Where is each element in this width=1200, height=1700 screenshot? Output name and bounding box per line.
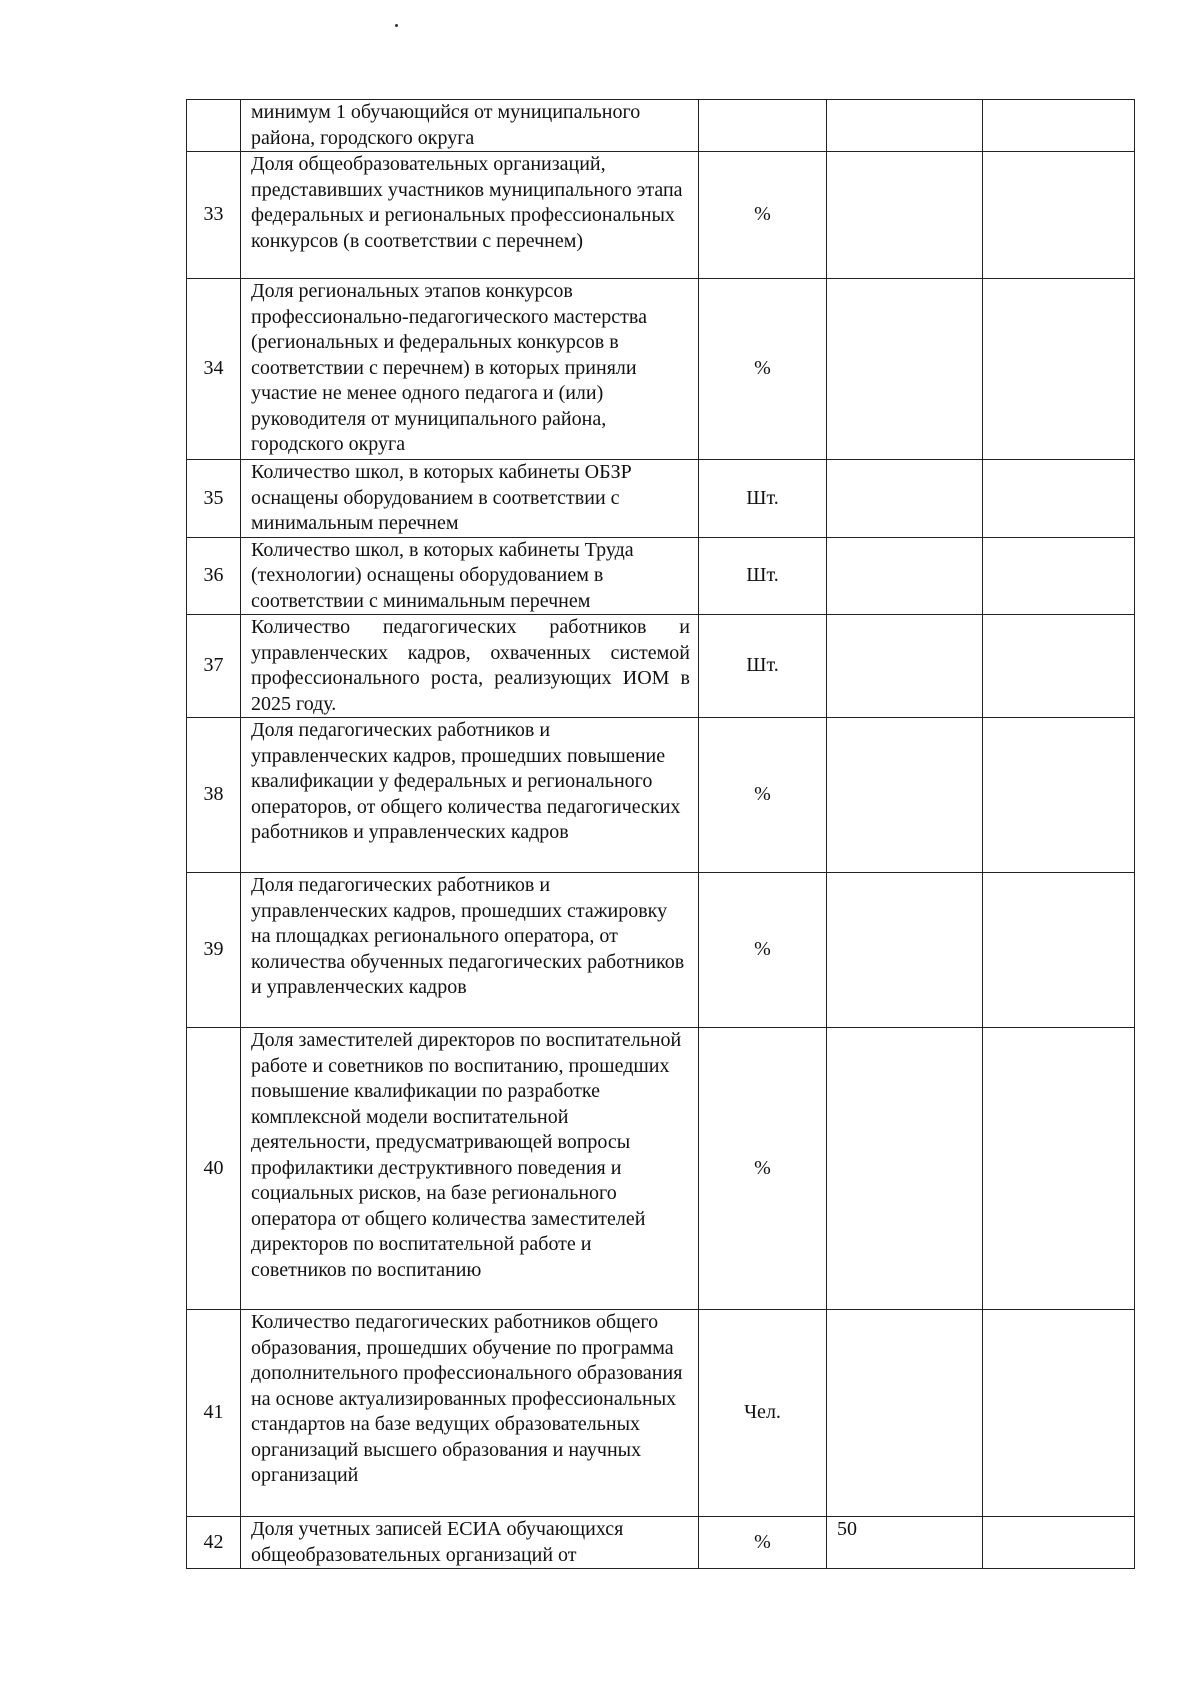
value-cell [983, 873, 1135, 1028]
indicator-description: Доля педагогических работников и управленческих кадров, прошедших повышение квалификации у федеральных и регионального операторов, от общего количества педагогических работников и управленческих кадров [241, 718, 699, 873]
indicator-description: Количество школ, в которых кабинеты Труда (технологии) оснащены оборудованием в соответствии с минимальным перечнем [241, 537, 699, 615]
value-cell [827, 873, 983, 1028]
row-number: 39 [187, 873, 241, 1028]
table-row [187, 1517, 1135, 1569]
unit-cell: Шт. [699, 460, 827, 538]
row-number: 36 [187, 537, 241, 615]
table-row [187, 873, 1135, 1028]
value-cell [983, 615, 1135, 718]
row-number: 33 [187, 152, 241, 279]
row-number: 41 [187, 1310, 241, 1517]
scan-speck [395, 24, 398, 27]
indicators-table [186, 99, 1135, 1569]
table-row [187, 100, 1135, 152]
value-cell [983, 279, 1135, 460]
row-number: 34 [187, 279, 241, 460]
unit-cell [699, 100, 827, 152]
unit-cell: Чел. [699, 1310, 827, 1517]
table-row [187, 718, 1135, 873]
value-cell [983, 152, 1135, 279]
unit-cell: Шт. [699, 537, 827, 615]
indicator-description: Доля общеобразовательных организаций, представивших участников муниципального этапа федеральных и региональных профессиональных конкурсов (в соответствии с перечнем) [241, 152, 699, 279]
value-cell [983, 1310, 1135, 1517]
value-cell [827, 1310, 983, 1517]
indicator-description: Доля педагогических работников и управленческих кадров, прошедших стажировку на площадках регионального оператора, от количества обученных педагогических работников и управленческих кадров [241, 873, 699, 1028]
indicator-description: Доля региональных этапов конкурсов профессионально-педагогического мастерства (региональных и федеральных конкурсов в соответствии с перечнем) в которых приняли участие не менее одного педагога и (или) руководителя от муниципального района, городского округа [241, 279, 699, 460]
table-row [187, 537, 1135, 615]
unit-cell: % [699, 873, 827, 1028]
table-row [187, 152, 1135, 279]
value-cell [827, 718, 983, 873]
value-cell [827, 279, 983, 460]
value-cell [827, 537, 983, 615]
value-cell [983, 1028, 1135, 1310]
indicator-description: Доля заместителей директоров по воспитательной работе и советников по воспитанию, прошедших повышение квалификации по разработке комплексной модели воспитательной деятельности, предусматривающей вопросы профилактики деструктивного поведения и социальных рисков, на базе регионального оператора от общего количества заместителей директоров по воспитательной работе и советников по воспитанию [241, 1028, 699, 1310]
row-number [187, 100, 241, 152]
unit-cell: Шт. [699, 615, 827, 718]
unit-cell: % [699, 1028, 827, 1310]
row-number: 35 [187, 460, 241, 538]
table-row [187, 279, 1135, 460]
unit-cell: % [699, 152, 827, 279]
unit-cell: % [699, 718, 827, 873]
table-row [187, 1028, 1135, 1310]
row-number: 42 [187, 1517, 241, 1569]
unit-cell: % [699, 279, 827, 460]
value-cell [983, 718, 1135, 873]
value-cell [827, 1028, 983, 1310]
row-number: 37 [187, 615, 241, 718]
unit-cell: % [699, 1517, 827, 1569]
table-row [187, 615, 1135, 718]
table-row [187, 460, 1135, 538]
value-cell [827, 152, 983, 279]
value-cell [983, 100, 1135, 152]
indicator-description: Количество педагогических работников общего образования, прошедших обучение по программа дополнительного профессионального образования на основе актуализированных профессиональных стандартов на базе ведущих образовательных организаций высшего образования и научных организаций [241, 1310, 699, 1517]
value-cell [827, 100, 983, 152]
value-cell [983, 460, 1135, 538]
value-cell [983, 537, 1135, 615]
value-cell [827, 460, 983, 538]
indicator-description: минимум 1 обучающийся от муниципального района, городского округа [241, 100, 699, 152]
value-cell [983, 1517, 1135, 1569]
indicator-description: Доля учетных записей ЕСИА обучающихся общеобразовательных организаций от [241, 1517, 699, 1569]
row-number: 38 [187, 718, 241, 873]
table-row [187, 1310, 1135, 1517]
row-number: 40 [187, 1028, 241, 1310]
indicator-description: Количество школ, в которых кабинеты ОБЗР оснащены оборудованием в соответствии с минимальным перечнем [241, 460, 699, 538]
indicator-description: Количество педагогических работников и управленческих кадров, охваченных системой профессионального роста, реализующих ИОМ в 2025 году. [241, 615, 699, 718]
value-cell: 50 [827, 1517, 983, 1569]
value-cell [827, 615, 983, 718]
